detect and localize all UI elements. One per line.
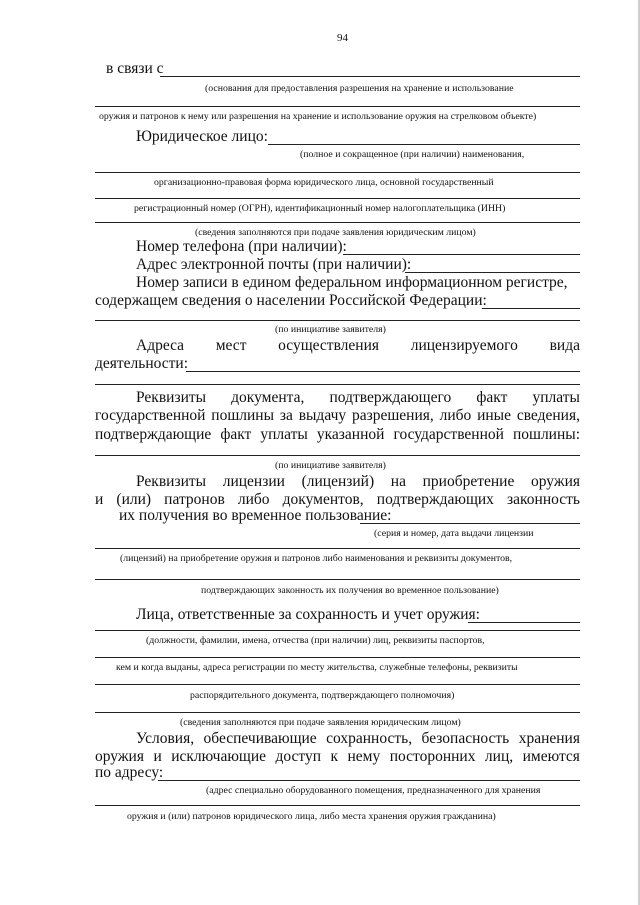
legal-entity-caption-2: организационно-правовая форма юридического лица, основной государственный [154, 177, 494, 188]
conditions-line-3: по адресу: [95, 764, 164, 781]
payment-field[interactable] [95, 455, 580, 456]
licenses-caption-1: (серия и номер, дата выдачи лицензии [374, 528, 534, 539]
conditions-caption-2: оружия и (или) патронов юридического лица, либо места хранения оружия гражданина) [127, 811, 496, 822]
addresses-line-1: Адреса мест осуществления лицензируемого вида [136, 337, 580, 354]
in-connection-caption-1: (основания для предоставления разрешения на хранение и использование [205, 83, 514, 94]
conditions-line-1: Условия, обеспечивающие сохранность, безопасность хранения [136, 730, 580, 747]
responsible-caption-2: кем и когда выданы, адреса регистрации по месту жительства, служебные телефоны, реквизиты [116, 662, 518, 673]
in-connection-field[interactable] [160, 76, 580, 77]
responsible-field[interactable] [468, 622, 580, 623]
responsible-field-3[interactable] [95, 657, 580, 658]
addresses-field[interactable] [186, 371, 580, 372]
responsible-field-4[interactable] [95, 684, 580, 685]
licenses-field-2[interactable] [95, 548, 580, 549]
responsible-field-5[interactable] [95, 712, 580, 713]
responsible-caption-3: распорядительного документа, подтверждающего полномочия) [190, 690, 455, 701]
responsible-caption-1: (должности, фамилии, имена, отчества (при наличии) лиц, реквизиты паспортов, [146, 635, 485, 646]
legal-entity-field-4[interactable] [95, 222, 580, 223]
legal-entity-caption-4: (сведения заполняются при подаче заявления юридическим лицом) [195, 227, 476, 238]
conditions-field-2[interactable] [95, 805, 580, 806]
payment-line-3: подтверждающие факт уплаты указанной государственной пошлины: [95, 426, 580, 443]
register-field-2[interactable] [95, 320, 580, 321]
legal-entity-caption-1: (полное и сокращенное (при наличии) наименования, [300, 149, 525, 160]
in-connection-label: в связи с [106, 60, 164, 77]
conditions-caption-1: (адрес специально оборудованного помещения, предназначенного для хранения [206, 785, 541, 796]
payment-line-2: государственной пошлины за выдачу разрешения, либо иные сведения, [95, 407, 580, 424]
legal-entity-field[interactable] [268, 144, 580, 145]
register-field[interactable] [482, 308, 580, 309]
legal-entity-field-2[interactable] [95, 172, 580, 173]
legal-entity-field-3[interactable] [95, 198, 580, 199]
register-line-2: содержащем сведения о населении Российской Федерации: [95, 292, 487, 309]
in-connection-field-2[interactable] [95, 106, 580, 107]
licenses-line-1: Реквизиты лицензии (лицензий) на приобретение оружия [136, 473, 580, 490]
licenses-field[interactable] [360, 523, 580, 524]
addresses-field-2[interactable] [95, 384, 580, 385]
responsible-field-2[interactable] [95, 630, 580, 631]
licenses-caption-3: подтверждающих законность их получения во временное пользование) [201, 585, 499, 596]
register-caption: (по инициативе заявителя) [275, 324, 386, 335]
addresses-line-2: деятельности: [95, 355, 189, 372]
licenses-line-3: их получения во временное пользование: [119, 507, 392, 524]
licenses-line-2: и (или) патронов либо документов, подтверждающих законность [95, 491, 580, 508]
licenses-caption-2: (лицензий) на приобретение оружия и патронов либо наименования и реквизиты документов, [120, 553, 513, 564]
page-number: 94 [337, 32, 348, 44]
payment-caption: (по инициативе заявителя) [275, 460, 386, 471]
email-field[interactable] [405, 272, 580, 273]
in-connection-caption-2: оружия и патронов к нему или разрешения на хранение и использование оружия на стрелковом объекте) [99, 111, 537, 122]
legal-entity-label: Юридическое лицо: [136, 128, 268, 145]
legal-entity-caption-3: регистрационный номер (ОГРН), идентификационный номер налогоплательщика (ИНН) [134, 203, 506, 214]
conditions-field[interactable] [158, 780, 580, 781]
email-label: Адрес электронной почты (при наличии): [136, 256, 412, 273]
conditions-line-2: оружия и исключающие доступ к нему посторонних лиц, имеются [95, 748, 580, 765]
register-line-1: Номер записи в едином федеральном информационном регистре, [136, 274, 568, 291]
licenses-field-3[interactable] [95, 579, 580, 580]
responsible-caption-4: (сведения заполняются при подаче заявления юридическим лицом) [180, 717, 461, 728]
phone-field[interactable] [343, 254, 580, 255]
responsible-label: Лица, ответственные за сохранность и учет оружия: [136, 606, 480, 623]
payment-line-1: Реквизиты документа, подтверждающего факт уплаты [136, 389, 580, 406]
phone-label: Номер телефона (при наличии): [136, 238, 347, 255]
